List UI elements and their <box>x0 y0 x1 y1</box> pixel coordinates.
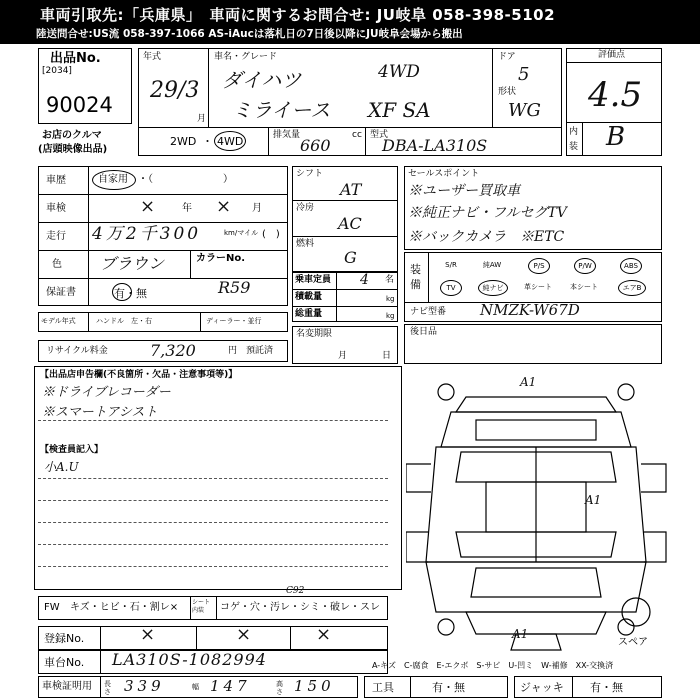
dealer-label: ディーラー・並行 <box>206 317 262 325</box>
aircon-label: 冷房 <box>296 203 315 213</box>
spare-label: スペア <box>618 637 648 648</box>
drive-2wd: 2WD <box>170 135 197 148</box>
displacement-label: 排気量 <box>273 130 301 140</box>
shift-label: シフト <box>296 169 324 179</box>
retrofit-label: 後日品 <box>410 327 438 337</box>
color-value: ブラウン <box>100 254 165 273</box>
equip-ps: P/S <box>528 258 550 274</box>
length-label: 長さ <box>104 680 111 696</box>
header-line-2: 陸送問合せ:US流 058-397-1066 AS-iAucは落札日の7日後以降にJU岐阜会場から搬出 <box>36 28 463 40</box>
score-label: 評価点 <box>598 50 626 60</box>
height-value: 150 <box>294 677 335 695</box>
selling-point-2: ※純正ナビ・フルセグTV <box>408 205 567 221</box>
seat-label: シート内装 <box>192 599 211 614</box>
change-day: 日 <box>382 351 392 361</box>
inspector-value: 小A.U <box>44 460 79 474</box>
cc-label: cc <box>352 130 362 140</box>
history-dots: ・（ ） <box>138 174 233 185</box>
notes-title: 【出品店申告欄(不良箇所・欠品・注意事項等)】 <box>40 370 238 380</box>
note-item-1: ※ドライブレコーダー <box>42 385 171 400</box>
inspection-month-label: 月 <box>252 203 262 214</box>
year-value: 29/3 <box>150 78 200 103</box>
displacement-value: 660 <box>300 136 331 155</box>
history-row-label-0: 車歴 <box>46 175 66 186</box>
nav-label: ナビ型番 <box>410 307 447 317</box>
jack-value: 有・無 <box>590 681 623 694</box>
weight-unit: kg <box>386 312 395 320</box>
length-value: 339 <box>124 677 165 695</box>
lot-sub-number: [2034] <box>42 66 72 76</box>
recycle-value: 7,320 <box>150 341 196 360</box>
drive-4wd: 4WD <box>217 135 244 148</box>
reg-value-1: × <box>140 624 156 645</box>
cert-label: 車検証明用 <box>42 681 92 692</box>
month-label: 月 <box>197 114 207 124</box>
width-label: 幅 <box>192 683 199 691</box>
diagram-mark-side: A1 <box>585 493 602 507</box>
fuel-label: 燃料 <box>296 239 315 249</box>
interior-value: B <box>606 122 626 152</box>
color-code-value: R59 <box>218 278 251 297</box>
car-diagram <box>406 372 676 672</box>
nav-value: NMZK-W67D <box>480 301 580 319</box>
model-label: モデル年式 <box>41 317 76 325</box>
mileage-value: 4万2千300 <box>92 224 202 244</box>
drive-value: 4WD <box>378 62 420 82</box>
header-line-1: 車両引取先:「兵庫県」 車両に関するお問合せ: JU岐阜 058-398-5102 <box>40 6 556 24</box>
reg-label: 登録No. <box>44 632 85 645</box>
equip-leather: 革シート <box>524 283 552 291</box>
lot-number: 90024 <box>46 93 113 117</box>
warranty-options: 有・無 <box>114 287 147 300</box>
aircon-value: AC <box>338 214 362 233</box>
mileage-paren: ( ) <box>262 229 280 240</box>
equip-alloy: 純AW <box>482 261 502 269</box>
maker-value: ダイハツ <box>222 68 302 92</box>
warranty-circle <box>112 283 132 301</box>
lot-label: 出品No. <box>50 51 101 66</box>
capacity-value: 4 <box>360 272 369 288</box>
equip-nav: 純ナビ <box>478 280 508 296</box>
selling-points-label: セールスポイント <box>408 169 480 179</box>
header-bar <box>0 0 700 44</box>
recycle-label: リサイクル料金 <box>46 346 108 356</box>
year-label: 年式 <box>143 52 162 62</box>
score-value: 4.5 <box>588 75 643 115</box>
seat-value: コゲ・穴・汚レ・シミ・破レ・スレ <box>220 602 380 613</box>
interior-label-2: 装 <box>569 142 579 152</box>
equip-pw: P/W <box>574 258 596 274</box>
store-note-1: お店のクルマ <box>42 130 102 141</box>
history-row-label-3: 色 <box>52 259 62 270</box>
shape-value: WG <box>508 100 541 121</box>
change-month: 月 <box>338 351 348 361</box>
reg-value-2: × <box>236 624 252 645</box>
fw-value: キズ・ヒビ・石・割レ× <box>70 602 179 613</box>
fw-label: FW <box>44 602 60 613</box>
equipment-label: 装備 <box>410 263 421 291</box>
model-value: ミライース <box>232 98 331 122</box>
capacity-label: 乗車定員 <box>295 275 332 285</box>
inspection-value-2: × <box>216 196 232 217</box>
retrofit-box <box>404 324 662 364</box>
diagram-mark-top: A1 <box>520 375 537 389</box>
lot-sub-number-value: 2034 <box>45 66 69 76</box>
shape-label: 形状 <box>498 87 517 97</box>
equip-sr: S/R <box>445 261 457 269</box>
drive-separator: ・ <box>202 135 213 148</box>
shift-value: AT <box>340 180 362 199</box>
load-label: 積載量 <box>295 292 323 302</box>
door-label: ドア <box>498 52 516 62</box>
history-value: 自家用 <box>98 174 128 185</box>
height-label: 高さ <box>276 680 283 696</box>
inspection-year-label: 年 <box>182 203 192 214</box>
door-value: 5 <box>518 64 530 85</box>
type-label: 型式 <box>370 130 389 140</box>
diagram-mark-bottom: A1 <box>512 627 529 641</box>
mileage-unit: km/マイル <box>224 229 259 237</box>
equip-abs: ABS <box>620 258 642 274</box>
note-item-2: ※スマートアシスト <box>42 405 158 420</box>
chassis-label: 車台No. <box>44 656 85 669</box>
tools-value: 有・無 <box>432 681 465 694</box>
width-value: 147 <box>210 677 251 695</box>
equip-tv: TV <box>440 280 462 296</box>
weight-label: 総重量 <box>295 309 323 319</box>
interior-label-1: 内 <box>569 127 579 137</box>
change-label: 名変期限 <box>296 329 333 339</box>
history-row-label-2: 走行 <box>46 231 66 242</box>
type-value: DBA-LA310S <box>382 136 488 155</box>
legend: A-キズ C-腐食 E-エクボ S-サビ U-凹ミ W-補修 XX-交換済 <box>372 661 614 670</box>
load-unit: kg <box>386 295 395 303</box>
color-code-label: カラーNo. <box>196 253 246 264</box>
tools-label: 工具 <box>372 681 394 694</box>
handle-label: ハンドル 左・右 <box>96 317 152 325</box>
history-row-label-1: 車検 <box>46 203 66 214</box>
chassis-value: LA310S-1082994 <box>112 650 267 669</box>
equip-airbag: エアB <box>618 280 646 296</box>
seat-mark: C92 <box>286 586 305 596</box>
store-note-2: (店頭映像出品) <box>38 144 108 155</box>
jack-label: ジャッキ <box>520 681 564 694</box>
reg-row <box>38 626 388 650</box>
maker-label: 車名・グレード <box>214 52 278 62</box>
reg-value-3: × <box>316 624 332 645</box>
recycle-unit: 円 預託済 <box>228 346 274 356</box>
capacity-unit: 名 <box>385 275 395 285</box>
equip-seat: 本シート <box>570 283 598 291</box>
grade-value: XF SA <box>368 98 431 122</box>
selling-point-3: ※バックカメラ ※ETC <box>408 229 565 245</box>
inspector-title: 【検査員記入】 <box>40 445 104 455</box>
selling-point-1: ※ユーザー買取車 <box>408 183 520 199</box>
history-row-label-4: 保証書 <box>46 287 76 298</box>
inspection-value-1: × <box>140 196 156 217</box>
fuel-value: G <box>344 248 357 267</box>
